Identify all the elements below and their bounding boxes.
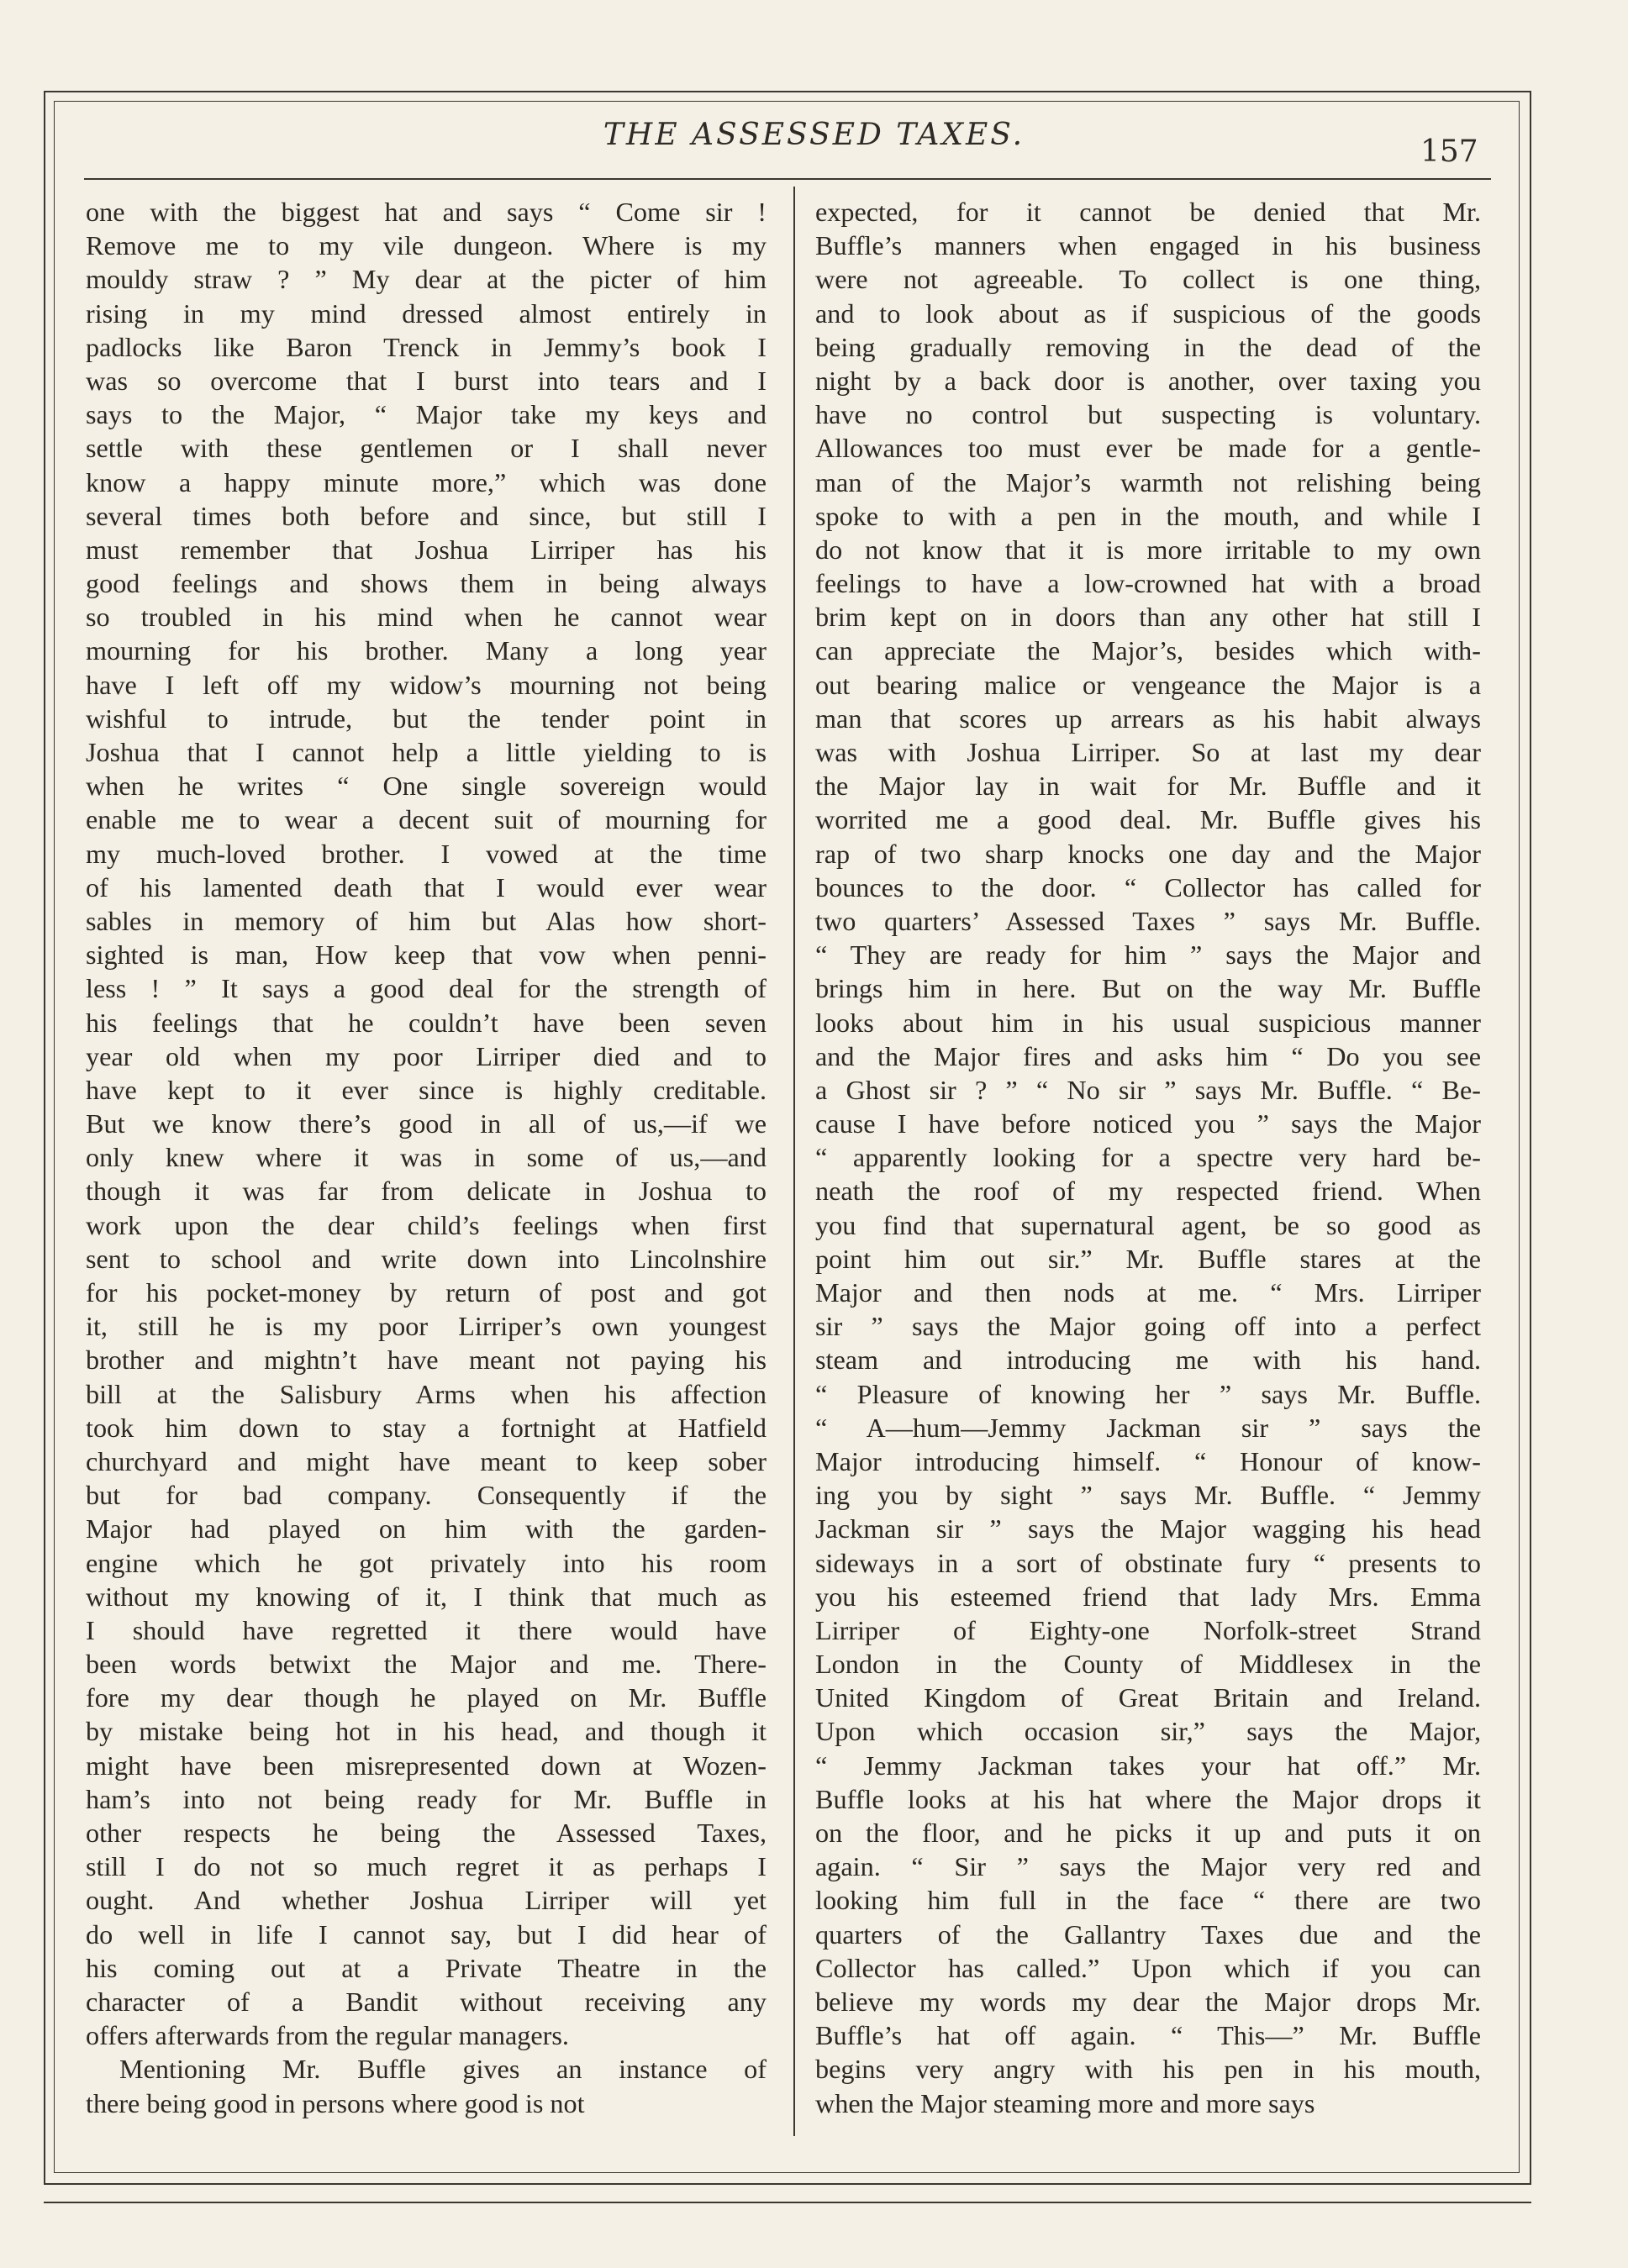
text-line: engine which he got privately into his room <box>86 1547 767 1578</box>
text-line: for his pocket-money by return of post and got <box>86 1277 767 1308</box>
text-line: United Kingdom of Great Britain and Ireland. <box>815 1682 1481 1713</box>
text-line: ham’s into not being ready for Mr. Buffle in <box>86 1783 767 1814</box>
text-line: begins very angry with his pen in his mouth, <box>815 2054 1481 2085</box>
page-number: 157 <box>1420 134 1478 169</box>
text-line: Buffle looks at his hat where the Major drops it <box>815 1783 1481 1814</box>
text-line: cause I have before noticed you ” says the Major <box>815 1108 1481 1139</box>
text-line: when the Major steaming more and more says <box>815 2087 1315 2118</box>
text-line: Joshua that I cannot help a little yielding to is <box>86 737 767 767</box>
text-line: do well in life I cannot say, but I did hear of <box>86 1918 767 1950</box>
text-line: looks about him in his usual suspicious manner <box>815 1007 1481 1038</box>
text-line: work upon the dear child’s feelings when first <box>86 1209 767 1240</box>
text-line: only knew where it was in some of us,—and <box>86 1142 767 1173</box>
text-line: I should have regretted it there would have <box>86 1614 767 1645</box>
text-line: sent to school and write down into Lincolnshire <box>86 1243 767 1274</box>
text-line: sideways in a sort of obstinate fury “ presents to <box>815 1547 1481 1578</box>
text-line: out bearing malice or vengeance the Major is a <box>815 669 1481 700</box>
text-line: you his esteemed friend that lady Mrs. Emma <box>815 1581 1481 1612</box>
text-line: Major had played on him with the garden- <box>86 1513 767 1544</box>
text-line: good feelings and shows them in being always <box>86 568 767 599</box>
text-line: several times both before and since, but still I <box>86 500 767 531</box>
text-line: “ apparently looking for a spectre very hard be- <box>815 1142 1481 1173</box>
text-line: but for bad company. Consequently if the <box>86 1480 767 1511</box>
text-line: feelings to have a low-crowned hat with a broad <box>815 568 1481 599</box>
text-line: spoke to with a pen in the mouth, and while I <box>815 500 1481 531</box>
text-line: steam and introducing me with his hand. <box>815 1344 1481 1376</box>
text-line: “ They are ready for him ” says the Major and <box>815 939 1481 971</box>
text-line: there being good in persons where good is not <box>86 2087 585 2118</box>
text-line: my much-loved brother. I vowed at the time <box>86 838 767 869</box>
text-line: “ Jemmy Jackman takes your hat off.” Mr. <box>815 1750 1481 1781</box>
text-line: mourning for his brother. Many a long year <box>86 635 767 666</box>
text-line: you find that supernatural agent, be so good as <box>815 1209 1481 1240</box>
text-line: Major and then nods at me. “ Mrs. Lirriper <box>815 1277 1481 1308</box>
text-line: “ A—hum—Jemmy Jackman sir ” says the <box>815 1412 1481 1443</box>
text-line: brim kept on in doors than any other hat still I <box>815 602 1481 633</box>
text-line: have kept to it ever since is highly creditable. <box>86 1074 767 1105</box>
text-line: know a happy minute more,” which was done <box>86 466 767 497</box>
text-line: less ! ” It says a good deal for the strength of <box>86 973 767 1004</box>
text-line: Remove me to my vile dungeon. Where is my <box>86 230 767 261</box>
text-line: still I do not so much regret it as perhaps I <box>86 1851 767 1882</box>
text-line: mouldy straw ? ” My dear at the picter of him <box>86 264 767 295</box>
text-line: bounces to the door. “ Collector has called for <box>815 871 1481 902</box>
text-line: padlocks like Baron Trenck in Jemmy’s book I <box>86 331 767 362</box>
text-line: rap of two sharp knocks one day and the Major <box>815 838 1481 869</box>
text-line: do not know that it is more irritable to my own <box>815 534 1481 565</box>
text-line: says to the Major, “ Major take my keys and <box>86 399 767 430</box>
text-line: were not agreeable. To collect is one thing, <box>815 264 1481 295</box>
text-line: point him out sir.” Mr. Buffle stares at the <box>815 1243 1481 1274</box>
text-line: a Ghost sir ? ” “ No sir ” says Mr. Buffle. “ Be- <box>815 1074 1481 1105</box>
text-line: man that scores up arrears as his habit always <box>815 703 1481 734</box>
bottom-rule <box>44 2202 1531 2203</box>
text-line: have no control but suspecting is voluntary. <box>815 399 1481 430</box>
text-line: Lirriper of Eighty-one Norfolk-street Strand <box>815 1614 1481 1645</box>
text-line: believe my words my dear the Major drops Mr. <box>815 1986 1481 2017</box>
text-line: churchyard and might have meant to keep sober <box>86 1445 767 1476</box>
text-line: it, still he is my poor Lirriper’s own youngest <box>86 1311 767 1342</box>
text-line: might have been misrepresented down at Wozen- <box>86 1750 767 1781</box>
text-line: Mentioning Mr. Buffle gives an instance of <box>119 2054 767 2085</box>
text-line: But we know there’s good in all of us,—if we <box>86 1108 767 1139</box>
text-line: sighted is man, How keep that vow when penni- <box>86 939 767 971</box>
text-line: been words betwixt the Major and me. There- <box>86 1649 767 1680</box>
text-line: sables in memory of him but Alas how short- <box>86 905 767 936</box>
left-column <box>86 195 767 2120</box>
text-line: on the floor, and he picks it up and puts it on <box>815 1818 1481 1848</box>
text-line: expected, for it cannot be denied that Mr. <box>815 197 1481 227</box>
text-line: again. “ Sir ” says the Major very red and <box>815 1851 1481 1882</box>
column-divider <box>793 187 795 2136</box>
text-line: without my knowing of it, I think that much as <box>86 1581 767 1612</box>
text-line: have I left off my widow’s mourning not being <box>86 669 767 700</box>
text-line: wishful to intrude, but the tender point in <box>86 703 767 734</box>
text-line: character of a Bandit without receiving any <box>86 1986 767 2017</box>
running-title: THE ASSESSED TAXES. <box>603 118 1025 152</box>
text-line: bill at the Salisbury Arms when his affection <box>86 1378 767 1409</box>
text-line: Upon which occasion sir,” says the Major, <box>815 1716 1481 1747</box>
text-line: his feelings that he couldn’t have been seven <box>86 1007 767 1038</box>
header-rule <box>84 178 1491 180</box>
text-line: when he writes “ One single sovereign would <box>86 771 767 802</box>
text-line: London in the County of Middlesex in the <box>815 1649 1481 1680</box>
text-line: and to look about as if suspicious of the goods <box>815 297 1481 329</box>
text-line: worrited me a good deal. Mr. Buffle gives his <box>815 804 1481 835</box>
text-line: neath the roof of my respected friend. When <box>815 1176 1481 1207</box>
text-line: must remember that Joshua Lirriper has his <box>86 534 767 565</box>
text-line: was so overcome that I burst into tears and I <box>86 365 767 396</box>
text-line: Buffle’s hat off again. “ This—” Mr. Buffle <box>815 2020 1481 2051</box>
text-line: “ Pleasure of knowing her ” says Mr. Buffle. <box>815 1378 1481 1409</box>
text-line: the Major lay in wait for Mr. Buffle and it <box>815 771 1481 802</box>
text-line: one with the biggest hat and says “ Come sir ! <box>86 197 767 227</box>
text-line: so troubled in his mind when he cannot wear <box>86 602 767 633</box>
text-line: was with Joshua Lirriper. So at last my dear <box>815 737 1481 767</box>
text-line: settle with these gentlemen or I shall never <box>86 433 767 464</box>
text-line: Jackman sir ” says the Major wagging his head <box>815 1513 1481 1544</box>
text-line: brings him in here. But on the way Mr. Buffle <box>815 973 1481 1004</box>
text-line: rising in my mind dressed almost entirely in <box>86 297 767 329</box>
text-line: other respects he being the Assessed Taxes, <box>86 1818 767 1848</box>
text-line: fore my dear though he played on Mr. Buffle <box>86 1682 767 1713</box>
text-line: offers afterwards from the regular managers. <box>86 2020 569 2051</box>
text-line: brother and mightn’t have meant not paying his <box>86 1344 767 1376</box>
text-line: two quarters’ Assessed Taxes ” says Mr. Buffle. <box>815 905 1481 936</box>
text-line: Allowances too must ever be made for a gentle- <box>815 433 1481 464</box>
text-line: of his lamented death that I would ever wear <box>86 871 767 902</box>
text-line: enable me to wear a decent suit of mourning for <box>86 804 767 835</box>
text-line: Buffle’s manners when engaged in his business <box>815 230 1481 261</box>
text-line: though it was far from delicate in Joshua to <box>86 1176 767 1207</box>
text-line: by mistake being hot in his head, and though it <box>86 1716 767 1747</box>
text-line: man of the Major’s warmth not relishing being <box>815 466 1481 497</box>
text-line: night by a back door is another, over taxing you <box>815 365 1481 396</box>
text-line: can appreciate the Major’s, besides which with- <box>815 635 1481 666</box>
text-line: ing you by sight ” says Mr. Buffle. “ Jemmy <box>815 1480 1481 1511</box>
text-line: took him down to stay a fortnight at Hatfield <box>86 1412 767 1443</box>
right-column <box>815 195 1481 2120</box>
text-line: quarters of the Gallantry Taxes due and the <box>815 1918 1481 1950</box>
text-line: Collector has called.” Upon which if you can <box>815 1952 1481 1983</box>
text-line: Major introducing himself. “ Honour of know- <box>815 1445 1481 1476</box>
text-line: sir ” says the Major going off into a perfect <box>815 1311 1481 1342</box>
text-line: year old when my poor Lirriper died and to <box>86 1040 767 1071</box>
text-line: looking him full in the face “ there are two <box>815 1885 1481 1916</box>
text-line: being gradually removing in the dead of the <box>815 331 1481 362</box>
text-line: ought. And whether Joshua Lirriper will yet <box>86 1885 767 1916</box>
text-line: his coming out at a Private Theatre in the <box>86 1952 767 1983</box>
text-line: and the Major fires and asks him “ Do you see <box>815 1040 1481 1071</box>
